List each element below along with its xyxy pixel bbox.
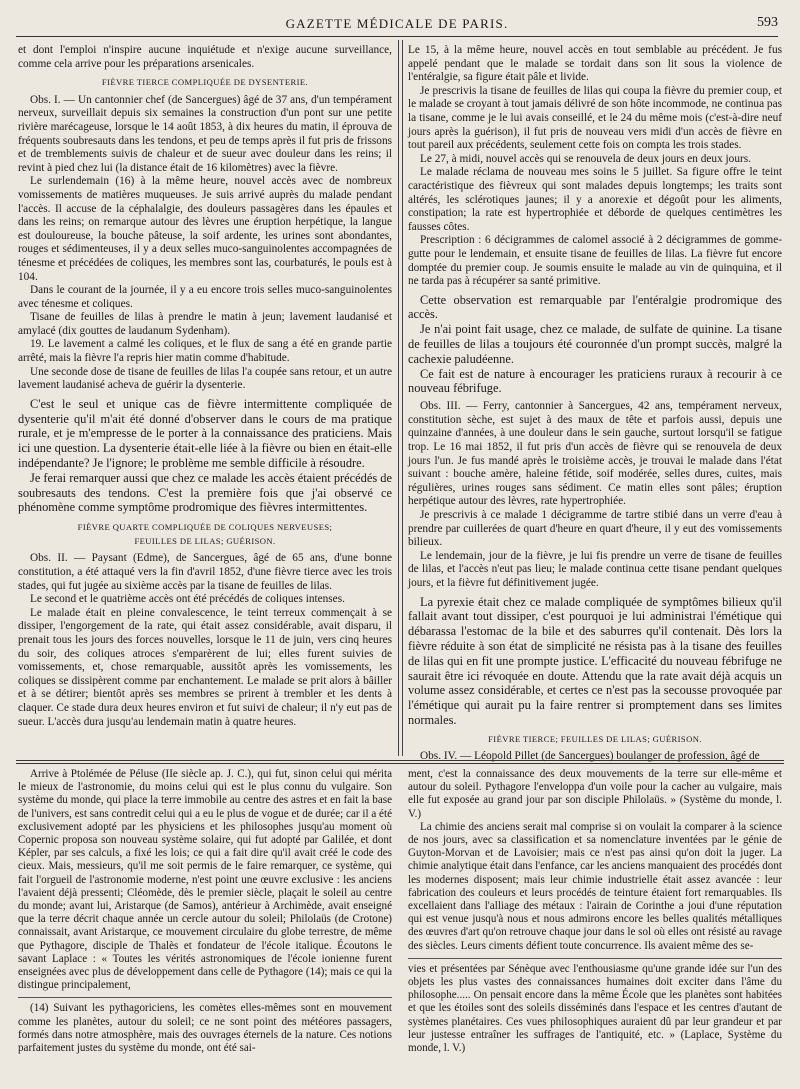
page-header <box>16 14 778 38</box>
paragraph: Le surlendemain (16) à la même heure, nouvel accès avec de nombreux vomissements de matières muqueuses. Je suis arrivé auprès du malade pendant l'accès. Il accuse de la céphalalgie, des douleurs passagères dans les épaules et dans les reins; on remarque autour des lèvres une éruption herpétique, la langue est douloureuse, la bouche pâteuse, la soif ardente, les urines sont abondantes, rouges et sédimenteuses, il y a deux selles muco-sanguinolentes accompagnées de ténesme et précédées de coliques, les membres sont las, courbaturés, le pouls est à 104. <box>18 175 392 283</box>
section-heading: FIÈVRE QUARTE COMPLIQUÉE DE COLIQUES NERVEUSES; <box>77 522 333 533</box>
column-rule <box>398 40 399 756</box>
paragraph: 19. Le lavement a calmé les coliques, et le flux de sang a été en grande partie arrêté, mais la fièvre l'a repris hier matin comme d'habitude. <box>18 338 392 365</box>
paragraph: La chimie des anciens serait mal comprise si on voulait la comparer à la science de nos jours, avec sa classification et sa nomenclature inventées par le génie de Guyton-Morvan et de Lavoisier; mais ce n'est pas ainsi qu'on doit la juger. La chimie analytique était dans l'enfance, car les anciens manquaient des procédés dont les modernes disposent; mais leur chimie industrielle était assez avancée : leur fabrication des couleurs et leurs procédés de teinture étaient fort remarquables. Ils excellaient dans l'alliage des métaux : l'airain de Corinthe a joui d'une réputation qui est venue jusqu'à nous et nous admirons encore les belles qualités métalliques des œuvres d'art qu'on retrouve chaque jour dans le sol où elles ont résisté au ravage des siècles. Leurs ciments défient toute concurrence. Ils avaient même des se- <box>408 820 782 952</box>
paragraph: La pyrexie était chez ce malade compliquée de symptômes bilieux qu'il fallait avant tout dissiper, c'est pourquoi je lui administrai l'émétique qui débarassa l'estomac de la bile et des saburres qu'il contenait. Dès lors la fièvre réduite à son état de simplicité ne résista pas à la tisane des feuilles de lilas qui en fit une prompte justice. L'efficacité du nouveau fébrifuge ne saurait être ici révoquée en doute. Attendu que la rate avait déjà acquis un volume assez considérable, et certes ce n'est pas la secousse provoquée par l'émétique qui aurait pu la faire rentrer si promptement dans ses limites normales. <box>408 594 782 727</box>
paragraph: Le lendemain, jour de la fièvre, je lui fis prendre un verre de tisane de feuilles de lilas, et l'accès n'eut pas lieu; le malade continua cette tisane pendant quelques jours, et la fièvre fut définitivement jugée. <box>408 549 782 589</box>
paragraph: Prescription : 6 décigrammes de calomel associé à 2 décigrammes de gomme-gutte pour le lendemain, et ensuite tisane de feuilles de lilas. La fièvre fut encore domptée du premier coup. Je soumis ensuite le malade au vin de quinquina, et il ne tarda pas à récupérer sa santé primitive. <box>408 234 782 288</box>
column-rule <box>402 40 403 756</box>
feuilleton-left <box>18 768 392 1084</box>
paragraph: Je prescrivis la tisane de feuilles de lilas qui coupa la fièvre du premier coup, et le malade se croyant à tout jamais délivré de son hôte incommode, ne continua pas la tisane, comme je le lui avais conseillé, et le 24 du même mois (c'est-à-dire neuf jours après la guérison), il fut pris de nouveau vers midi d'un accès de fièvre en tout pareil aux précédents, seulement cette fois on compta les trois stades. <box>408 84 782 152</box>
paragraph: Tisane de feuilles de lilas à prendre le matin à jeun; lavement laudanisé et amylacé (dix gouttes de laudanum Sydenham). <box>18 311 392 337</box>
paragraph: Le second et le quatrième accès ont été précédés de coliques intenses. <box>30 593 345 606</box>
paragraph: C'est le seul et unique cas de fièvre intermittente compliquée de dysenterie qu'il m'ait été donné d'observer dans le cours de ma pratique rurale, et je m'empresse de le porter à la connaissance des praticiens. Mais ici une question. La dysenterie était-elle liée à la fièvre ou bien en était-elle indépendante? Je l'ignore; le problème me semble difficile à résoudre. <box>18 396 392 471</box>
paragraph: Je ferai remarquer aussi que chez ce malade les accès étaient précédés de soubresauts des tendons. C'est la première fois que j'ai observé ce phénomène comme symptôme prodromique des fièvres intermittentes. <box>18 470 392 515</box>
paragraph: Je prescrivis à ce malade 1 décigramme de tartre stibié dans un verre d'eau à prendre par cuillerées de quart d'heure en quart d'heure, il y eut des vomissements bilieux. <box>408 509 782 549</box>
feuilleton-rule <box>16 763 784 764</box>
paragraph: Ce fait est de nature à encourager les praticiens ruraux à recourir à ce nouveau fébrifuge. <box>408 366 782 396</box>
footnote-rule <box>408 958 782 959</box>
paragraph: et dont l'emploi n'inspire aucune inquiétude et n'exige aucune surveillance, comme cela arrive pour les préparations arsenicales. <box>18 44 392 70</box>
feuilleton-rule <box>16 760 784 761</box>
header-rule <box>16 36 778 37</box>
paragraph: Obs. IV. — Léopold Pillet (de Sancergues) boulanger de profession, âgé de <box>420 750 760 763</box>
journal-title: GAZETTE MÉDICALE DE PARIS. <box>285 16 509 31</box>
paragraph: Dans le courant de la journée, il y a eu encore trois selles muco-sanguinolentes avec ténesme et coliques. <box>18 284 392 310</box>
page-number: 593 <box>757 15 778 30</box>
paragraph: Le 15, à la même heure, nouvel accès en tout semblable au précédent. Je fus appelé pendant que le malade se tordait dans son lit sous la violence de l'entéralgie, sa figure était pâle et livide. <box>408 44 782 84</box>
feuilleton-right <box>408 768 782 1084</box>
section-subheading: FEUILLES DE LILAS; GUÉRISON. <box>134 535 276 546</box>
right-column <box>408 44 782 763</box>
section-heading: FIÈVRE TIERCE COMPLIQUÉE DE DYSENTERIE. <box>101 77 309 88</box>
paragraph: Une seconde dose de tisane de feuilles de lilas l'a coupée sans retour, et un autre lavement laudanisé acheva de guérir la dysenterie. <box>18 365 392 392</box>
paragraph: Obs. II. — Paysant (Edme), de Sancergues, âgé de 65 ans, d'une bonne constitution, a été attaqué vers la fin d'avril 1852, d'une fièvre tierce avec les trois stades, qui fut jugée au sixième accès par la tisane de feuilles de lilas. <box>18 552 392 592</box>
left-column <box>18 44 392 756</box>
paragraph: Le 27, à midi, nouvel accès qui se renouvela de deux jours en deux jours. <box>420 152 751 165</box>
footnote-rule <box>18 997 392 998</box>
paragraph: Obs. I. — Un cantonnier chef (de Sancergues) âgé de 37 ans, d'un tempérament nerveux, surveillait depuis six semaines la construction d'un pont sur une petite rivière marécageuse, lorsque le 14 août 1853, à dix heures du matin, il éprouva de fréquents soubresauts dans les tendons, et peu de temps après il fut pris de frissons et de tremblements suivis de chaleur et de sueur avec douleur dans les reins; il revint à pied chez lui (la distance était de 16 kilomètres) avec la fièvre. <box>18 93 392 174</box>
paragraph: Arrive à Ptolémée de Péluse (IIe siècle ap. J. C.), qui fut, sinon celui qui mérita le mieux de l'astronomie, du moins celui qui est le plus connu du vulgaire. Son système du monde, qui place la terre immobile au centre des astres et en fait la base de l'univers, est sans contredit celui qui a eu le plus de vogue et de durée; car il a été exclusivement adopté par les physiciens et les philosophes jusqu'au moment où Copernic proposa son nouveau système solaire, qui fut adopté par Galilée, et dont Képler, par ses calculs, a fixé les lois; ce qui a fait dire qu'il avait créé le code des cieux. Mais, messieurs, qu'il me soit permis de le faire remarquer, ce système, qui fait l'orgueil de l'astronomie moderne, n'est point une œuvre exclusive : les anciens l'avaient déjà pressenti; Cléomède, dès le premier siècle, plaçait le soleil au centre du monde; avant lui, Aristarque (de Samos), antérieur à Archimède, avait enseigné que la terre décrit chaque année un cercle autour du soleil; Philolaüs (de Crotone) connaissait, avant Aristarque, ce mouvement circulaire du globe terrestre, de même que Pythagore, disciple de Thalès et fondateur de l'école italique. Écoutons le savant Laplace : « Toutes les vérités astronomiques de l'école ionienne furent enseignées avec plus de développement dans celle de Pythagore (14); mais ce qui la distingue principalement, <box>18 768 392 992</box>
paragraph: Le malade réclama de nouveau mes soins le 5 juillet. Sa figure offre le teint caractéristique des fièvreux qui sont malades depuis longtemps; les traits sont altérés, les sclérotiques jaunes; il y a anorexie et dégoût pour les aliments, constipation; la rate est hypertrophiée et déborde de quelques centimètres les fausses côtes. <box>408 166 782 233</box>
paragraph: ment, c'est la connaissance des deux mouvements de la terre sur elle-même et autour du soleil. Pythagore l'enveloppa d'un voile pour la cacher au vulgaire, mais elle fut exposée au grand jour par son disciple Philolaüs. » (Système du monde, l. V.) <box>408 768 782 820</box>
paragraph: Le malade était en pleine convalescence, le teint terreux commençait à se dissiper, l'engorgement de la rate, qui était assez considérable, avait disparu, il prenait tous les jours des forces nouvelles, lorsque le 11 de juin, vers cinq heures du soir, des coliques atroces s'emparèrent de lui; elles furent suivies de vomissements, et, chose remarquable, aussitôt après les vomissements, les coliques se dissipèrent comme par enchantement. Le malade se prit alors à bâiller et à se détirer; bientôt après ses membres se prirent à trembler et les dents à claquer. Ce stade dura deux heures environ et fut suivi de chaleur; il n'y eut pas de sueur. L'accès dura jusqu'au lendemain matin à quatre heures. <box>18 606 392 728</box>
paragraph: Obs. III. — Ferry, cantonnier à Sancergues, 42 ans, tempérament nerveux, constitution sèche, est sujet à des maux de tête et parfois aussi, depuis une quinzaine d'années, à une douleur dans le sein gauche, surtout lorsqu'il se fatigue trop. Le 16 mai 1852, il fut pris d'un accès de fièvre qui se renouvela de deux jours l'un. Je fus mandé après le troisième accès, je trouvai le malade dans l'état suivant : bouche amère, haleine fétide, soif modérée, selles dures, cuites, mais régulières, urines rouges sans sédiment. Ce matin elles sont pâles; éruption herpétique autour des lèvres, rate hypertrophiée. <box>408 400 782 508</box>
footnote: (14) Suivant les pythagoriciens, les comètes elles-mêmes sont en mouvement comme les planètes, autour du soleil; ce ne sont point des météores passagers, formés dans notre atmosphère, mais des ouvrages éternels de la nature. Ces notions parfaitement justes du système du monde, ont été sai- <box>18 1002 392 1055</box>
paragraph: Cette observation est remarquable par l'entéralgie prodromique des accès. <box>408 292 782 322</box>
section-heading: FIÈVRE TIERCE; FEUILLES DE LILAS; GUÉRISON. <box>488 733 702 744</box>
footnote: vies et présentées par Sénèque avec l'enthousiasme qu'une grande idée sur l'un des objets les plus vastes des connaissances humaines doit exciter dans l'âme du philosophe..... On pensait encore dans la même École que les planètes sont habitées et que les étoiles sont des soleils disséminés dans l'espace et les centres d'autant de systèmes planétaires. Ces vues philosophiques auraient dû par leur grandeur et par leur justesse entraîner les suffrages de l'antiquité, etc. » (Laplace, Système du monde, l. V.) <box>408 962 782 1055</box>
paragraph: Je n'ai point fait usage, chez ce malade, de sulfate de quinine. La tisane de feuilles de lilas a toujours été couronnée d'un prompt succès, malgré la cachexie paludéenne. <box>408 322 782 366</box>
